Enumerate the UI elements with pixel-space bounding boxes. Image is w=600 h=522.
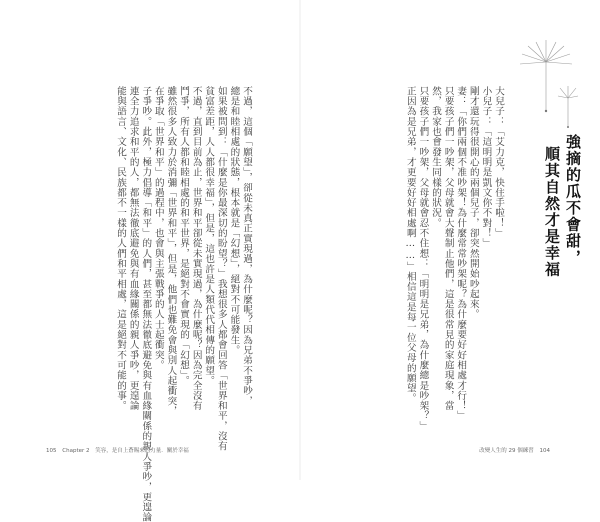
paragraph: 在爭取「世界和平」的過程中，也會與主張戰爭的人士起衝突。 [152,86,164,371]
chapter-heading-line-1: 強摘的瓜不會甜， [564,134,582,266]
chapter-heading-line-2: 順其自然才是幸福 [543,146,561,278]
paragraph: 不過，這個「願望」，卻從未真正實現過，為什麼呢？因為兄弟不爭吵， [241,86,252,406]
paragraph: 貧富差距，人人都很幸福」，但是，這也許是人類代代相傳的願望。 [203,86,215,386]
chapter-title: 笑容，是自上蒼賜來的力量．關於幸福 [95,448,189,454]
page-number: 104 [539,448,550,454]
paragraph: 小兒子：「這明明是凱文你不對！」 [480,86,492,249]
page-number: 105 [46,448,57,454]
paragraph: 只要孩子們一吵架，父母就會大聲制止他們，這是很常見的家庭現象，當 [442,86,454,411]
paragraph: 妻：「你們兩個不准吵架！為什麼常常吵架呢？為什麼要好好相處才行！」 [455,86,467,421]
paragraph: 子爭吵。此外，極力倡導「和平」的人們，甚至都無法徹底避免與有血緣關係的親人爭吵，更遑論 [140,86,152,522]
chapter-label: Chapter 2 [62,448,90,454]
right-page-body [403,86,504,432]
paragraph: 大兒子：「艾力克，快住手啦！」 [493,86,504,239]
paragraph: 雖然很多人致力於消彌「世界和平」，但是，他們也難免會與別人起衝突， [165,86,177,417]
paragraph: 不過，直到目前為止，世界和平卻從未實現過，為什麼呢？因為完全沒有 [190,86,202,411]
paragraph: 正因為是兄弟，才更要好好相處啊……」相信這是每一位父母的願望。 [404,86,416,404]
left-page-footer [46,446,193,454]
paragraph: 能與語言、文化、民族都不一樣的人們和平相處，這是絕對不可能的事。 [115,86,127,411]
paragraph: 如果被問到：「什麼是你最深切的盼望？」我想很多人都會回答「世界和平，沒有 [215,86,227,452]
paragraph: 總是和睦相處的狀態，根本就是「幻想」，絕對不可能發生。 [228,86,240,356]
right-page-footer [479,446,554,454]
chapter-label: 改變人生的 29 個練習 [479,448,534,454]
paragraph: 剛才還玩得很開心的兩個兒子，卻突然開始吵起來。 [467,86,479,320]
paragraph: 鬥爭，所有人都和睦相處的和平世界，是絕對不會實現的「幻想」。 [178,86,190,386]
paragraph: 然，我家也會發生同樣的狀況。 [430,86,442,229]
paragraph: 只要孩子們一吵架，父母就會忍不住想：「明明是兄弟，為什麼總是吵架？」 [417,86,429,432]
paragraph: 連全力追求和平的人，都無法徹底避免與有血緣關係的親人爭吵，更遑論 [127,86,139,411]
